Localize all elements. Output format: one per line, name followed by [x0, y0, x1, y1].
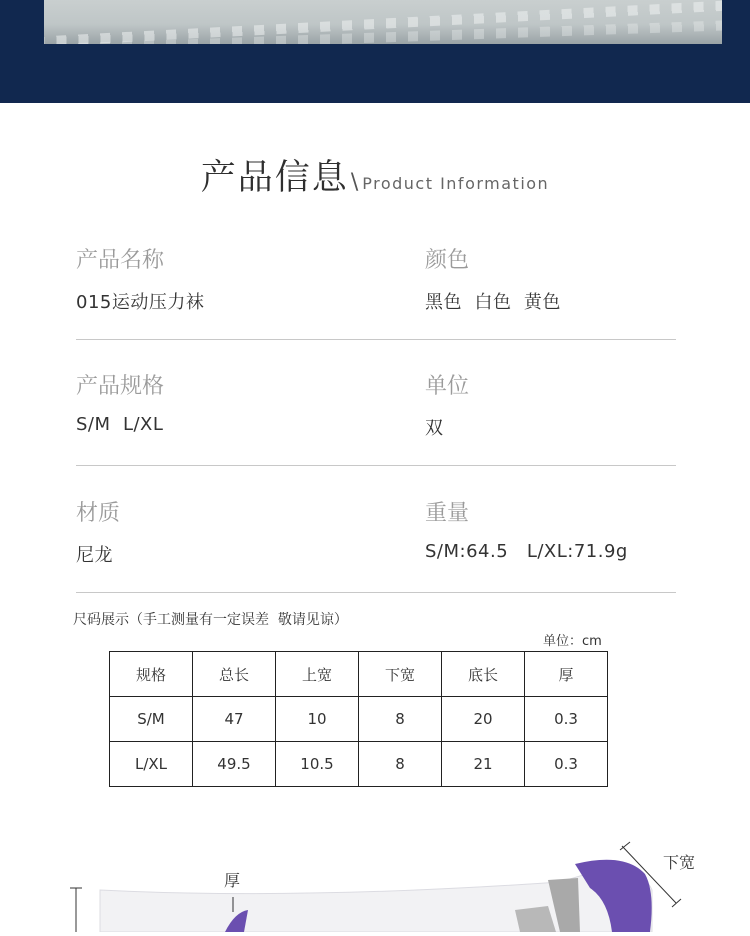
info-unit-value: 双 — [425, 418, 444, 439]
size-table — [109, 651, 608, 787]
divider — [76, 592, 676, 593]
info-material-value: 尼龙 — [76, 545, 113, 566]
table-header-cell: 厚 — [525, 652, 608, 697]
table-cell: 49.5 — [193, 742, 276, 787]
heading-separator: \ — [350, 170, 359, 195]
table-cell: L/XL — [110, 742, 193, 787]
thickness-label: 厚 — [224, 871, 241, 890]
info-name-value: 015运动压力袜 — [76, 292, 205, 313]
table-cell: 21 — [442, 742, 525, 787]
table-header-cell: 下宽 — [359, 652, 442, 697]
table-header-row — [110, 652, 608, 697]
table-cell: 0.3 — [525, 742, 608, 787]
info-color-label: 颜色 — [425, 248, 470, 273]
table-cell: 20 — [442, 697, 525, 742]
table-cell: 0.3 — [525, 697, 608, 742]
table-row — [110, 697, 608, 742]
info-spec — [76, 369, 164, 435]
table-cell: 47 — [193, 697, 276, 742]
top-banner — [0, 0, 750, 103]
table-header-cell: 上宽 — [276, 652, 359, 697]
info-name-label: 产品名称 — [76, 248, 165, 273]
info-spec-value: S/M L/XL — [76, 414, 164, 435]
info-color — [425, 243, 561, 314]
section-heading — [0, 150, 750, 200]
info-weight-value: S/M:64.5 L/XL:71.9g — [425, 541, 628, 562]
info-material-label: 材质 — [76, 501, 121, 526]
info-weight-label: 重量 — [425, 501, 470, 526]
table-cell: 10 — [276, 697, 359, 742]
bottom-width-label: 下宽 — [663, 853, 696, 872]
heading-title-cn: 产品信息 — [200, 158, 349, 198]
table-header-cell: 底长 — [442, 652, 525, 697]
heading-title-en: Product Information — [362, 174, 550, 193]
table-row — [110, 742, 608, 787]
sock-illustration — [0, 830, 750, 932]
info-unit-label: 单位 — [425, 374, 470, 399]
divider — [76, 339, 676, 340]
table-header-cell: 总长 — [193, 652, 276, 697]
info-weight — [425, 496, 628, 562]
size-chart-title: 尺码展示（手工测量有一定误差 敬请见谅） — [73, 612, 348, 628]
info-material — [76, 496, 120, 567]
table-header-cell: 规格 — [110, 652, 193, 697]
info-unit — [425, 369, 469, 440]
table-cell: 8 — [359, 697, 442, 742]
info-spec-label: 产品规格 — [76, 374, 165, 399]
table-cell: 8 — [359, 742, 442, 787]
product-photo-strip — [44, 0, 722, 44]
divider — [76, 465, 676, 466]
table-cell: 10.5 — [276, 742, 359, 787]
info-color-value: 黑色 白色 黄色 — [425, 292, 561, 313]
table-cell: S/M — [110, 697, 193, 742]
size-chart-unit: 单位：cm — [543, 634, 602, 649]
info-name — [76, 243, 204, 314]
sock-drawing — [0, 830, 750, 932]
